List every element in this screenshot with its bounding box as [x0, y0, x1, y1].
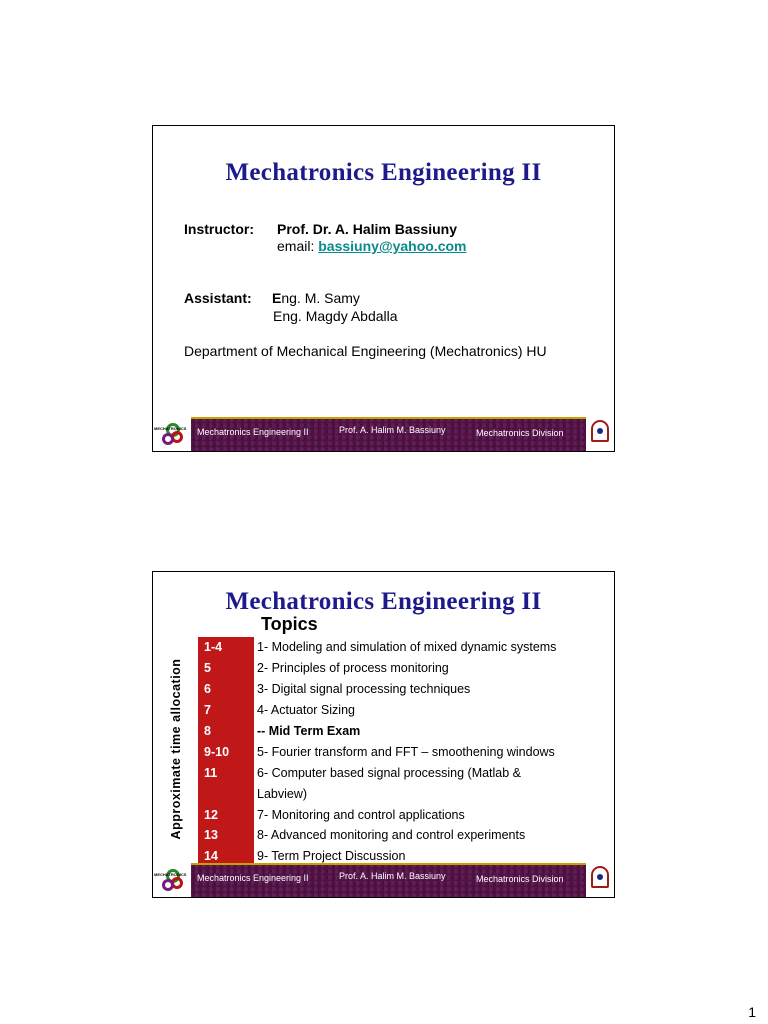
slide-title: Mechatronics Engineering II: [225, 588, 542, 615]
footer-division: Mechatronics Division: [476, 428, 564, 438]
university-seal-icon: [586, 417, 614, 451]
table-row: 12 7- Monitoring and control applications: [204, 808, 465, 822]
table-row: 6 3- Digital signal processing techniques: [204, 682, 471, 696]
email-link[interactable]: bassiuny@yahoo.com: [318, 238, 467, 254]
assistant-2: Eng. Magdy Abdalla: [273, 308, 398, 324]
footer-professor: Prof. A. Halim M. Bassiuny: [339, 871, 446, 881]
instructor-name: Prof. Dr. A. Halim Bassiuny: [277, 221, 457, 237]
footer-division: Mechatronics Division: [476, 874, 564, 884]
table-row: 9-10 5- Fourier transform and FFT – smoothening windows: [204, 745, 555, 759]
table-row-continuation: Labview): [257, 787, 308, 801]
footer-course: Mechatronics Engineering II: [197, 873, 309, 883]
mechatronics-logo-icon: MECHATRONICS: [153, 417, 191, 451]
table-row: 1-4 1- Modeling and simulation of mixed dynamic systems: [204, 640, 557, 654]
slide-footer: [153, 863, 614, 897]
slide-1: [152, 125, 615, 452]
table-row: 11 6- Computer based signal processing (Matlab &: [204, 766, 522, 780]
slide-footer: [153, 417, 614, 451]
department: Department of Mechanical Engineering (Mechatronics) HU: [184, 343, 547, 359]
instructor-label: Instructor:: [184, 221, 254, 237]
footer-course: Mechatronics Engineering II: [197, 427, 309, 437]
table-row: 13 8- Advanced monitoring and control experiments: [204, 828, 526, 842]
assistant-label: Assistant:: [184, 290, 252, 306]
mechatronics-logo-icon: MECHATRONICS: [153, 863, 191, 897]
table-row: 7 4- Actuator Sizing: [204, 703, 355, 717]
slide-title: Mechatronics Engineering II: [225, 159, 542, 186]
assistant-1: Eng. M. Samy: [272, 290, 360, 306]
slide-2: [152, 571, 615, 898]
footer-professor: Prof. A. Halim M. Bassiuny: [339, 425, 446, 435]
table-row: 5 2- Principles of process monitoring: [204, 661, 449, 675]
email-label: email:: [277, 238, 315, 254]
topics-heading: Topics: [261, 614, 318, 634]
table-row: 8 -- Mid Term Exam: [204, 724, 361, 738]
university-seal-icon: [586, 863, 614, 897]
page-number: 1: [748, 1004, 756, 1020]
table-row: 14 9- Term Project Discussion: [204, 849, 406, 863]
time-allocation-label: Approximate time allocation: [169, 658, 183, 840]
